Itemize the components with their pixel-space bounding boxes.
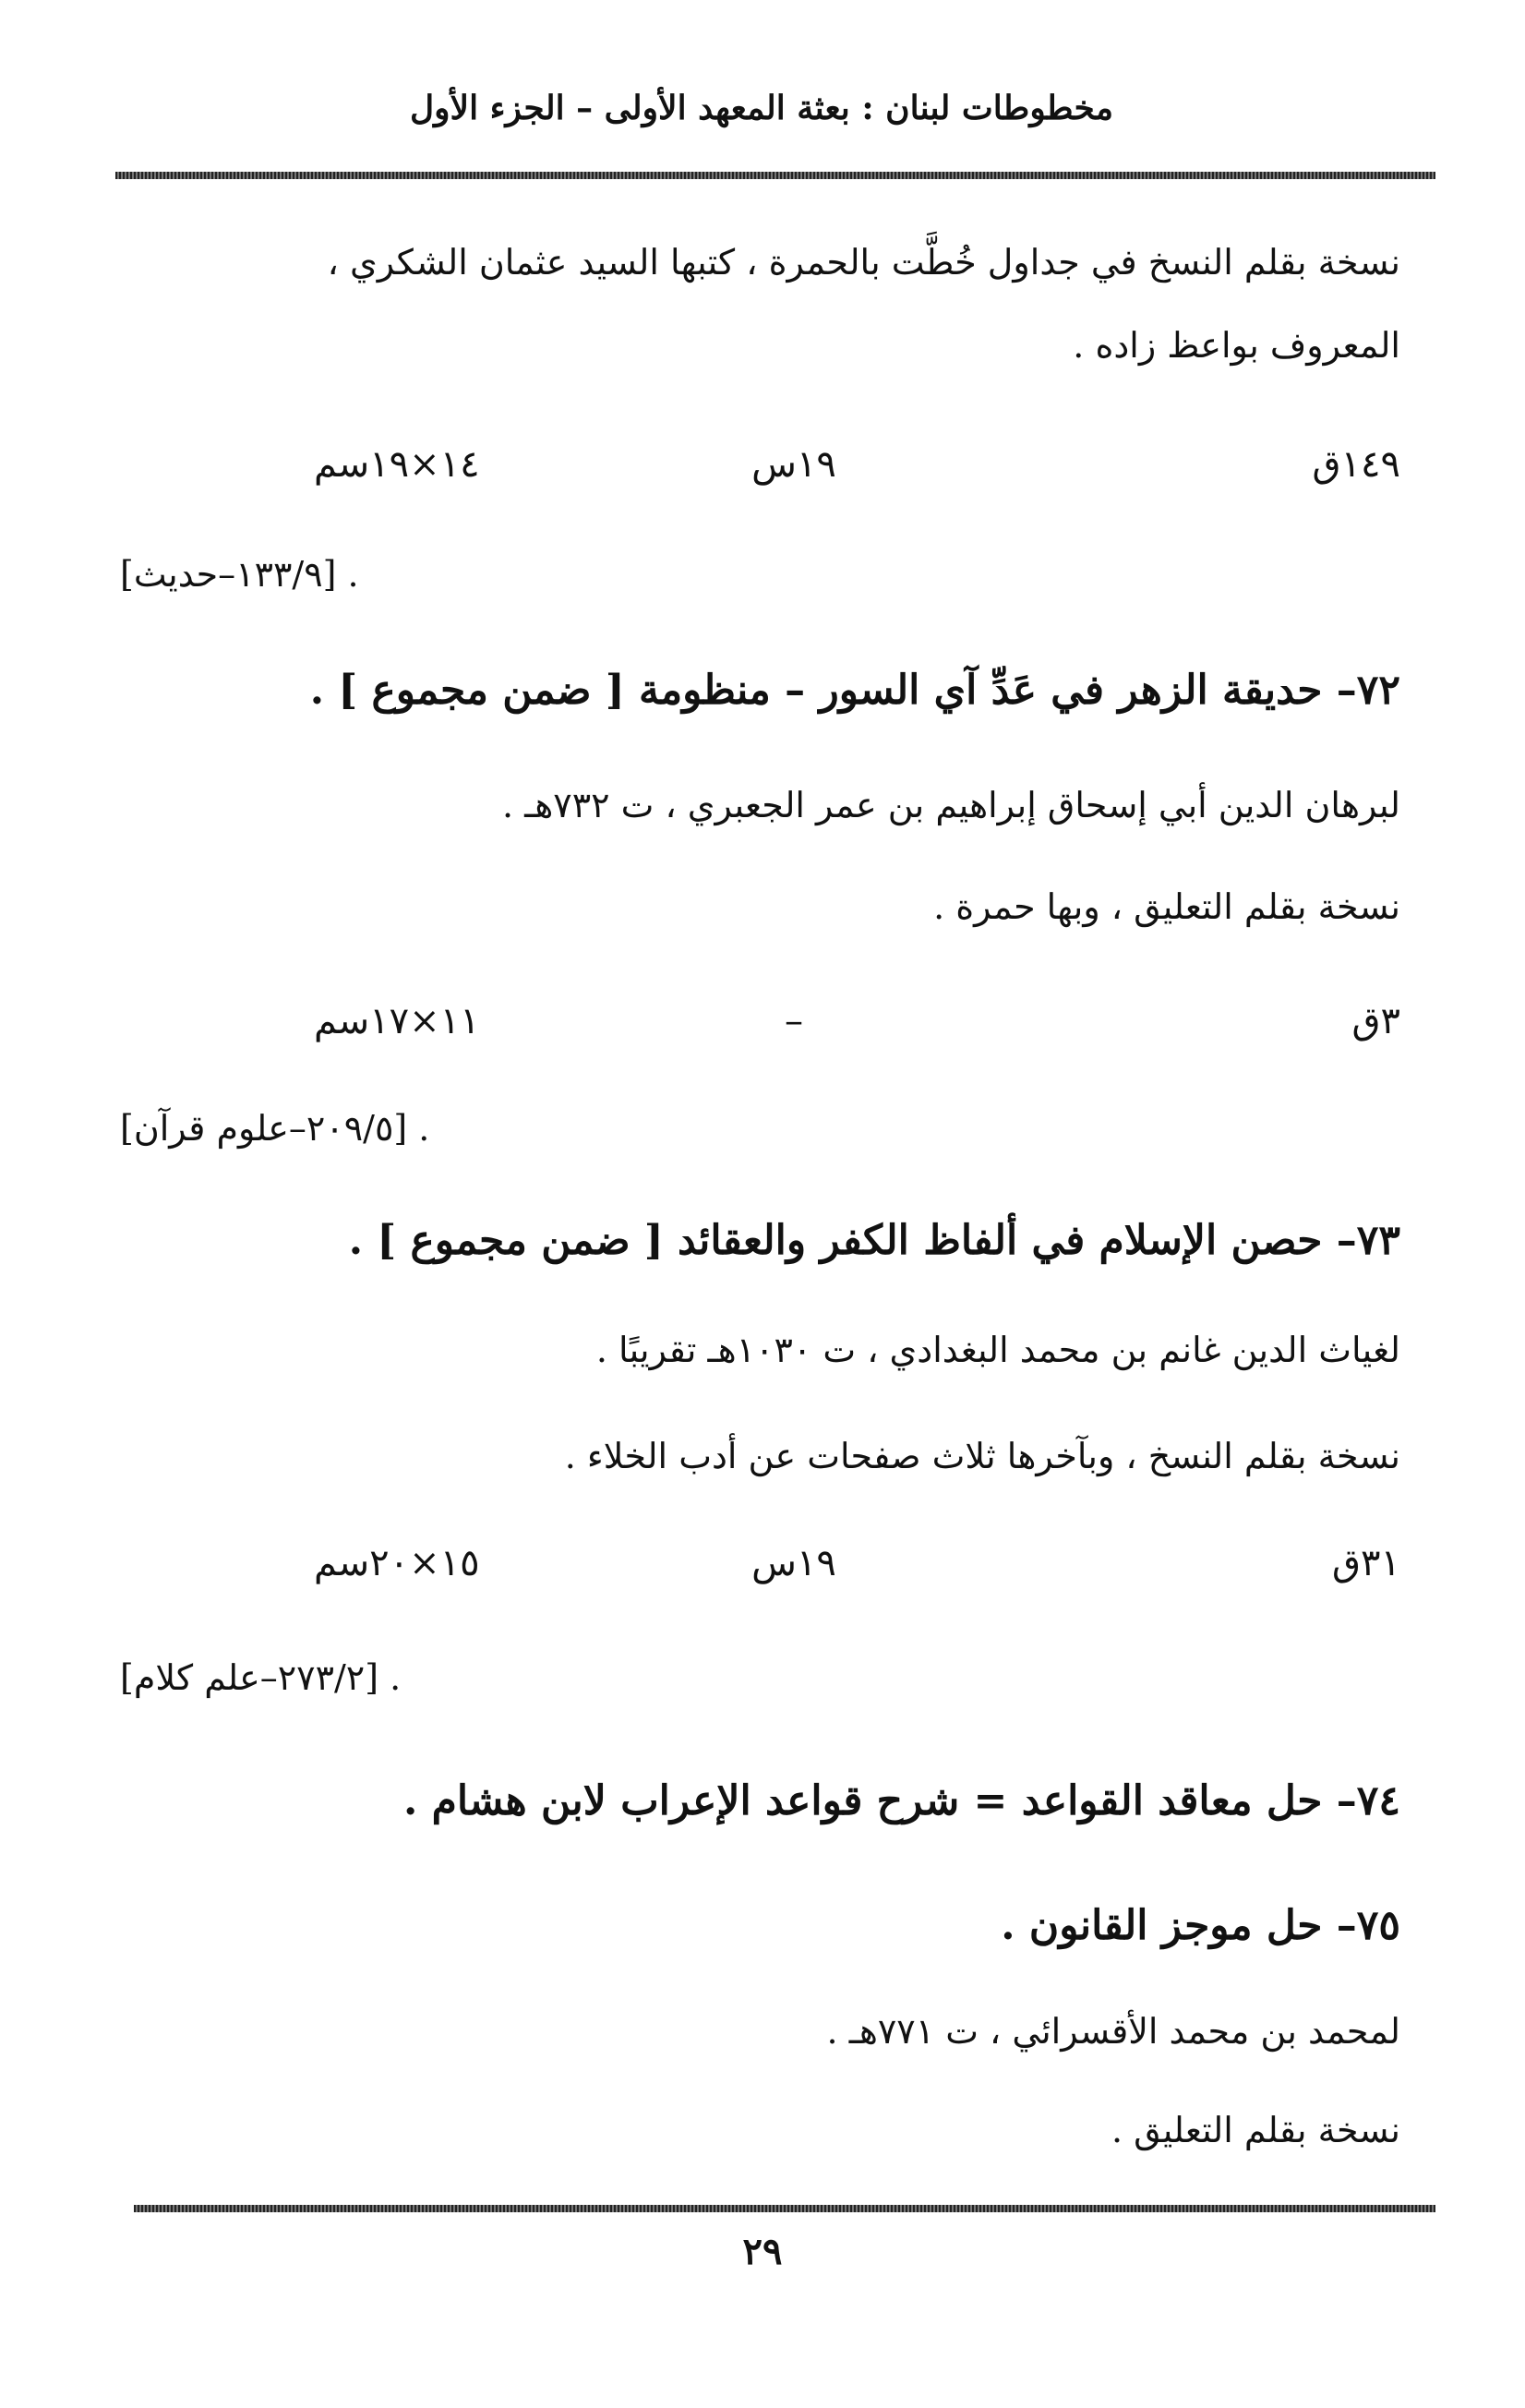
entry-title-72: ٧٢– حديقة الزهر في عَدِّ آي السور – منظومة [ ضمن مجموع ] . (309, 667, 1400, 714)
intro-physical-description (120, 443, 1400, 499)
intro-line-2: المعروف بواعظ زاده . (1073, 325, 1400, 366)
entry-physical-description-73 (120, 1542, 1400, 1597)
entry-title-73: ٧٣– حصن الإسلام في ألفاظ الكفر والعقائد [ ضمن مجموع ] . (348, 1217, 1400, 1264)
running-header: مخطوطات لبنان : بعثة المعهد الأولى – الجزء الأول (410, 89, 1113, 127)
shelf-mark: [٢٧٣/٢–علم كلام] . (120, 1657, 402, 1698)
entry-description-72: نسخة بقلم التعليق ، وبها حمرة . (933, 886, 1400, 927)
entry-author-75: لمحمد بن محمد الأقسرائي ، ت ٧٧١هـ . (826, 2011, 1400, 2052)
entry-description-75: نسخة بقلم التعليق . (1111, 2110, 1400, 2150)
intro-line-1: نسخة بقلم النسخ في جداول خُطَّت بالحمرة ، كتبها السيد عثمان الشكري ، (327, 242, 1400, 283)
shelf-mark: [١٣٣/٩–حديث] . (120, 554, 359, 595)
footer-divider (134, 2205, 1435, 2212)
dimensions: ١٤×١٩سم (314, 443, 480, 486)
dimensions: ١٥×٢٠سم (314, 1542, 480, 1584)
shelf-mark: [٢٠٩/٥–علوم قرآن] . (120, 1108, 430, 1149)
entry-physical-description-72 (120, 1000, 1400, 1055)
page-number: ٢٩ (742, 2230, 783, 2273)
dimensions: ١١×١٧سم (314, 1000, 480, 1042)
line-count: ١٩س (751, 1542, 836, 1584)
entry-description-73: نسخة بقلم النسخ ، وبآخرها ثلاث صفحات عن أدب الخلاء . (564, 1436, 1400, 1476)
entry-title-75: ٧٥– حل موجز القانون . (1001, 1902, 1400, 1949)
entry-title-74: ٧٤– حل معاقد القواعد = شرح قواعد الإعراب لابن هشام . (403, 1777, 1400, 1824)
line-count: ١٩س (751, 443, 836, 486)
folio-count: ٣١ق (1331, 1542, 1400, 1584)
folio-count: ١٤٩ق (1312, 443, 1400, 486)
line-count: – (785, 1000, 803, 1042)
entry-author-72: لبرهان الدين أبي إسحاق إبراهيم بن عمر الجعبري ، ت ٧٣٢هـ . (501, 785, 1400, 825)
entry-author-73: لغياث الدين غانم بن محمد البغدادي ، ت ١٠٣٠هـ تقريبًا . (595, 1330, 1400, 1370)
header-divider (115, 172, 1435, 179)
folio-count: ٣ق (1351, 1000, 1400, 1042)
